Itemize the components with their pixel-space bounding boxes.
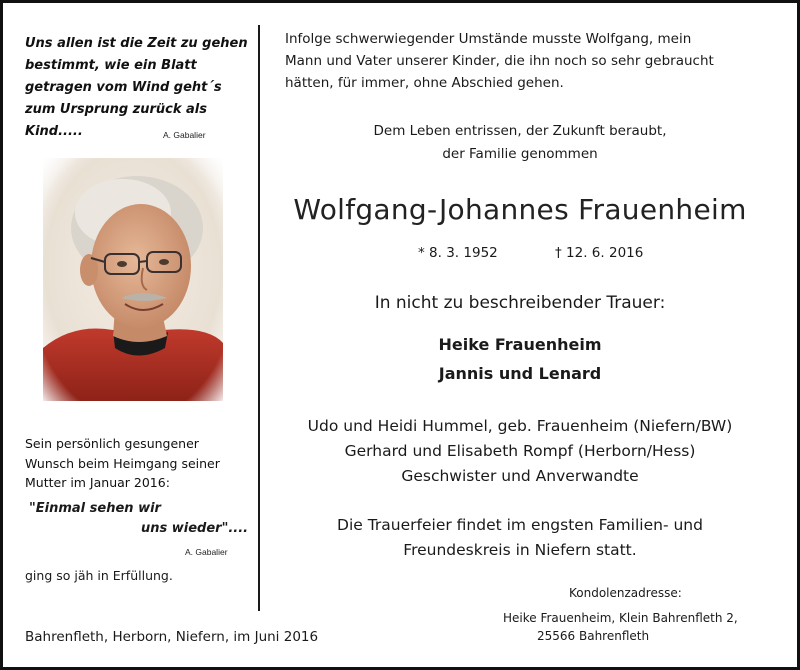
announcement-text (285, 28, 785, 94)
song-quote-line-2: uns wieder".... (141, 521, 249, 536)
fulfillment-text: ging so jäh in Erfüllung. (25, 568, 173, 583)
funeral-notice-line-1: Die Trauerfeier findet im engsten Familien- und (337, 516, 703, 534)
condolence-address-line-1: Heike Frauenheim, Klein Bahrenfleth 2, (503, 611, 738, 625)
family-name-1: Heike Frauenheim (438, 335, 602, 354)
song-quote-line-1: "Einmal sehen wir (29, 501, 161, 516)
family-name-2: Jannis und Lenard (438, 364, 602, 383)
tribute-line-2: der Familie genommen (442, 146, 598, 162)
death-date: † 12. 6. 2016 (555, 245, 644, 261)
quote-line: getragen vom Wind geht´s (25, 80, 222, 95)
relatives-line: Udo und Heidi Hummel, geb. Frauenheim (Niefern/BW) (307, 417, 733, 435)
condolence-address-line-2: 25566 Bahrenfleth (537, 629, 650, 643)
deceased-name: Wolfgang-Johannes Frauenheim (293, 193, 747, 226)
birth-date: * 8. 3. 1952 (418, 245, 498, 261)
announcement-line: Mann und Vater unserer Kinder, die ihn noch so sehr gebraucht (285, 53, 714, 69)
place-and-date: Bahrenfleth, Herborn, Niefern, im Juni 2016 (25, 629, 319, 645)
funeral-notice-line-2: Freundeskreis in Niefern statt. (403, 541, 637, 559)
tribute-line-1: Dem Leben entrissen, der Zukunft beraubt, (373, 123, 667, 139)
announcement-line: hätten, für immer, ohne Abschied gehen. (285, 75, 564, 91)
quote-line: bestimmt, wie ein Blatt (25, 58, 197, 73)
song-quote-attribution: A. Gabalier (185, 547, 228, 557)
relatives-line: Gerhard und Elisabeth Rompf (Herborn/Hess) (344, 442, 696, 460)
quote-line: Kind..... (25, 124, 83, 139)
opening-quote (25, 33, 247, 143)
column-divider (258, 25, 260, 611)
quote-line: Uns allen ist die Zeit zu gehen (25, 36, 248, 51)
portrait-photo (43, 158, 223, 401)
relatives-line: Geschwister und Anverwandte (401, 467, 639, 485)
quote-attribution: A. Gabalier (163, 130, 206, 140)
quote-line: zum Ursprung zurück als (25, 102, 207, 117)
grief-heading: In nicht zu beschreibender Trauer: (374, 293, 666, 313)
intro-line: Wunsch beim Heimgang seiner (25, 455, 220, 471)
intro-text (25, 434, 255, 493)
announcement-line: Infolge schwerwiegender Umstände musste Wolfgang, mein (285, 31, 692, 47)
condolence-label: Kondolenzadresse: (569, 586, 682, 600)
intro-line: Mutter im Januar 2016: (25, 475, 170, 490)
intro-line: Sein persönlich gesungener (25, 436, 199, 451)
